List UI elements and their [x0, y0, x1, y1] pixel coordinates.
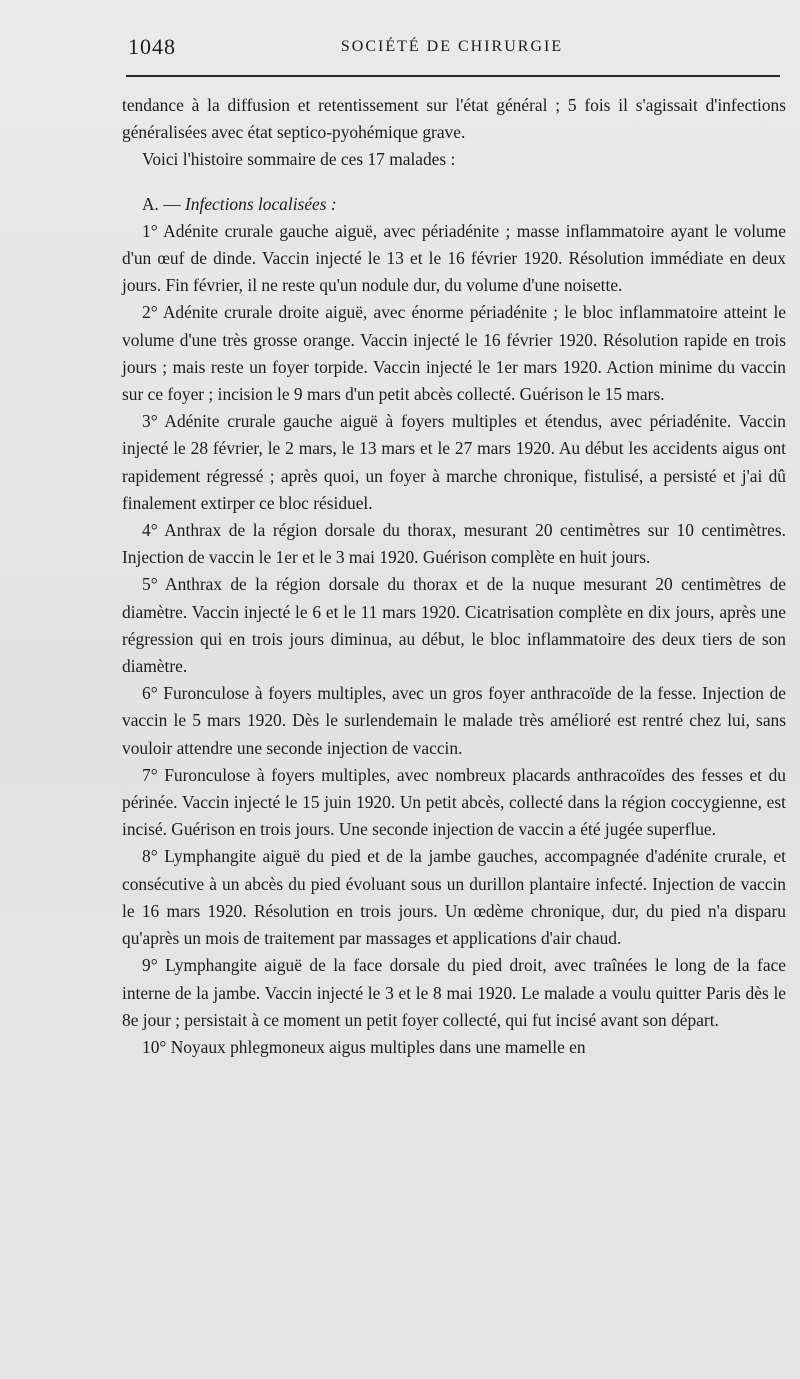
header-rule [126, 75, 780, 77]
case-2: 2° Adénite crurale droite aiguë, avec énorme périadénite ; le bloc inflammatoire atteint le volume d'une très grosse orange. Vaccin injecté le 16 février 1920. Résolution rapide en trois jours ; mais reste un foyer torpide. Vaccin injecté le 1er mars 1920. Action minime du vaccin sur ce foyer ; incision le 9 mars d'un petit abcès collecté. Guérison le 15 mars. [122, 302, 786, 405]
case-5: 5° Anthrax de la région dorsale du thorax et de la nuque mesurant 20 centimètres de diamètre. Vaccin injecté le 6 et le 11 mars 1920. Cicatrisation complète en dix jours, après une régression qui en trois jours diminua, au début, le bloc inflammatoire des deux tiers de son diamètre. [122, 574, 786, 677]
case-9: 9° Lymphangite aiguë de la face dorsale du pied droit, avec traînées le long de la face interne de la jambe. Vaccin injecté le 3 et le 8 mai 1920. Le malade a voulu quitter Paris dès le 8e jour ; persistait à ce moment un petit foyer collecté, qui fut incisé avant son départ. [122, 955, 786, 1030]
page-number: 1048 [128, 34, 176, 59]
body-text [122, 92, 786, 1061]
case-1: 1° Adénite crurale gauche aiguë, avec périadénite ; masse inflammatoire ayant le volume d'un œuf de dinde. Vaccin injecté le 13 et le 16 février 1920. Résolution immédiate en deux jours. Fin février, il ne reste qu'un nodule dur, du volume d'une noisette. [122, 220, 786, 296]
section-heading [122, 191, 786, 218]
case-10: 10° Noyaux phlegmoneux aigus multiples dans une mamelle en [142, 1036, 586, 1057]
case-4: 4° Anthrax de la région dorsale du thorax, mesurant 20 centimètres sur 10 centimètres. Injection de vaccin le 1er et le 3 mai 1920. Guérison complète en huit jours. [122, 520, 786, 568]
case-8: 8° Lymphangite aiguë du pied et de la jambe gauches, accompagnée d'adénite crurale, et consécutive à un abcès du pied évoluant sous un durillon plantaire infecté. Injection de vaccin le 16 mars 1920. Résolution en trois jours. Un œdème chronique, dur, du pied n'a disparu qu'après un mois de traitement par massages et applications d'air chaud. [122, 846, 786, 949]
case-3: 3° Adénite crurale gauche aiguë à foyers multiples et étendus, avec périadénite. Vaccin injecté le 28 février, le 2 mars, le 13 mars et le 27 mars 1920. Au début les accidents aigus ont rapidement régressé ; après quoi, un foyer à marche chronique, fistulisé, a persisté et j'ai dû finalement extirper ce bloc résiduel. [122, 411, 786, 513]
case-6: 6° Furonculose à foyers multiples, avec un gros foyer anthracoïde de la fesse. Injection de vaccin le 5 mars 1920. Dès le surlendemain le malade très amélioré est rentré chez lui, sans vouloir attendre une seconde injection de vaccin. [122, 683, 786, 758]
intro-sentence: Voici l'histoire sommaire de ces 17 malades : [142, 149, 456, 170]
page-header [124, 32, 780, 62]
intro-paragraph: tendance à la diffusion et retentissement sur l'état général ; 5 fois il s'agissait d'infections généralisées avec état septico-pyohémique grave. [122, 95, 786, 143]
section-label: A. — [142, 193, 181, 214]
section-title: Infections localisées : [185, 193, 337, 214]
case-7: 7° Furonculose à foyers multiples, avec nombreux placards anthracoïdes des fesses et du périnée. Vaccin injecté le 15 juin 1920. Un petit abcès, collecté dans la région coccygienne, est incisé. Guérison en trois jours. Une seconde injection de vaccin a été jugée superflue. [122, 764, 786, 840]
running-head: SOCIÉTÉ DE CHIRURGIE [340, 38, 564, 55]
